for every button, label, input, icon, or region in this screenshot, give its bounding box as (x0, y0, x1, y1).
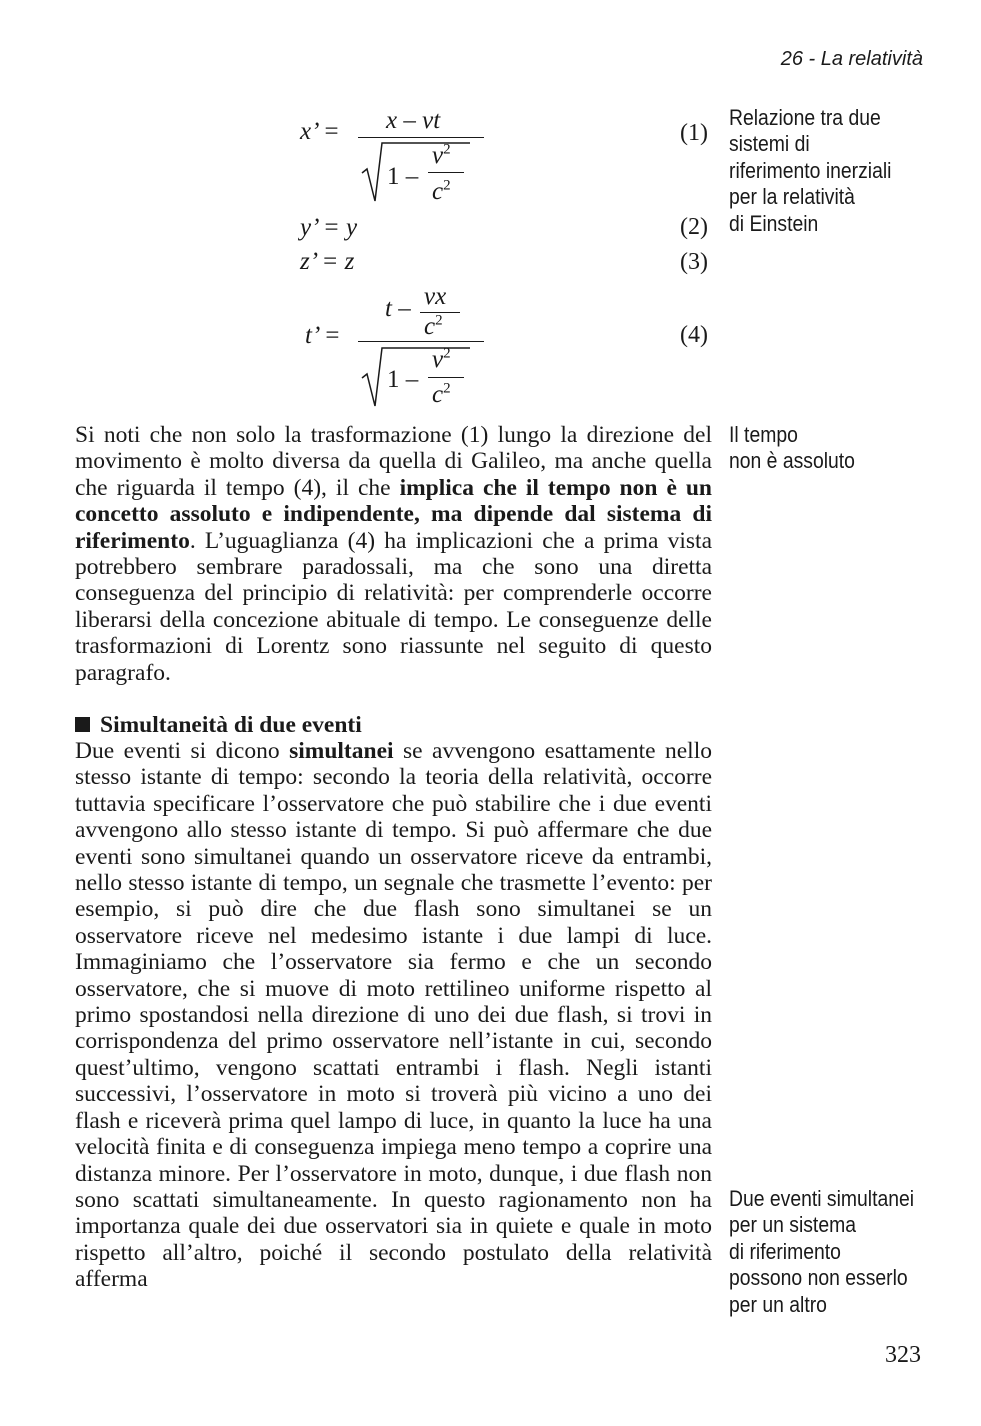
equation-3: z’ = z (300, 248, 355, 275)
para1-text-2: . L’uguaglianza (4) ha implicazioni che a prima vista potrebbero sembrare paradossali, ma che sono una diretta conseguenza del principio di relatività: per comprenderle occorre liberarsi della concezione abituale di tempo. Le conseguenze delle trasformazioni di Lorentz sono riassunte nel seguito di questo paragrafo. (75, 527, 712, 686)
eq1-fraction-bar (358, 137, 484, 138)
paragraph-simultaneity (75, 738, 712, 1293)
eq1-numerator: x – vt (386, 107, 441, 134)
eq1-lhs: x’ = (300, 118, 340, 145)
para2-text-2: se avvengono esattamente nello stesso istante di tempo: secondo la teoria della relatività, occorre tuttavia specificare l’osservatore che può stabilire che i due eventi avvengono allo stesso istante di tempo. Si può affermare che due eventi sono simultanei quando un osservatore riceve da entrambi, nello stesso istante di tempo, un segnale che trasmette l’evento: per esempio, si può dire che due flash sono simultanei se un osservatore riceve nel medesimo istante i due lampi di luce. Immaginiamo che l’osservatore sia fermo e che un secondo osservatore, che si muove di moto rettilineo uniforme rispetto al primo spostandosi nella direzione di uno dei due flash, si trovi in corrispondenza del primo osservatore nell’istante in cui, secondo quest’ultimo, vengono scattati entrambi i flash. Negli istanti successivi, l’osservatore in moto si troverà più vicino a uno dei flash e riceverà prima quel lampo di luce, in quanto la luce ha una velocità finita e di conseguenza impiega meno tempo a coprire una distanza minore. Per l’osservatore in moto, dunque, i due flash non sono scattati simultaneamente. In questo ragionamento non ha importanza quale dei due osservatori sia in quiete e quale in moto rispetto all’altro, poiché il secondo postulato della relatività afferma (75, 738, 712, 1293)
eq4-numerator-frac-den: $c^2$ (424, 312, 443, 340)
eq4-root-fraction-bar (428, 377, 464, 378)
para1-text-1: Si noti che non solo la trasformazione (1) lungo la direzione del movimento è molto diversa da quella di Galileo, ma anche quella che riguarda il tempo (4), il che (75, 422, 712, 501)
margin-note-simultaneity: Due eventi simultanei per un sistema di riferimento possono non esserlo per un altro (729, 1186, 915, 1317)
eq1-root-denominator: $c^2$ (432, 177, 451, 205)
eq1-number: (1) (680, 120, 708, 146)
eq4-numerator-frac-num: vx (424, 283, 447, 310)
margin-note-time: Il tempo non è assoluto (729, 422, 855, 474)
eq4-fraction-bar (358, 341, 484, 342)
running-header: 26 - La relatività (780, 48, 923, 70)
para2-bold: simultanei (289, 738, 394, 764)
eq3-number: (3) (680, 249, 708, 275)
section-title: Simultaneità di due eventi (100, 712, 362, 738)
eq4-root-numerator: $v^2$ (432, 345, 451, 373)
paragraph-time-transformation (75, 422, 712, 686)
square-bullet-icon (75, 717, 90, 732)
para2-text-1: Due eventi si dicono (75, 738, 290, 764)
equation-2: y’ = y (300, 214, 358, 241)
eq1-root-numerator: $v^2$ (432, 141, 451, 169)
para1-bold: implica che il tempo non è un concetto assoluto e indipendente, ma dipende dal sistema di riferimento (75, 474, 712, 554)
page-number: 323 (885, 1342, 921, 1368)
eq4-number: (4) (680, 322, 708, 348)
eq4-root-denominator: $c^2$ (432, 380, 451, 408)
eq4-numerator-t: t – (385, 295, 411, 322)
eq4-lhs: t’ = (305, 322, 341, 349)
eq1-root-fraction-bar (428, 172, 464, 173)
margin-note-lorentz: Relazione tra due sistemi di riferimento inerziali per la relatività di Einstein (729, 105, 892, 236)
eq1-root-one: 1 – (387, 163, 419, 190)
eq4-root-one: 1 – (387, 366, 419, 393)
section-heading (75, 711, 362, 739)
eq2-number: (2) (680, 214, 708, 240)
